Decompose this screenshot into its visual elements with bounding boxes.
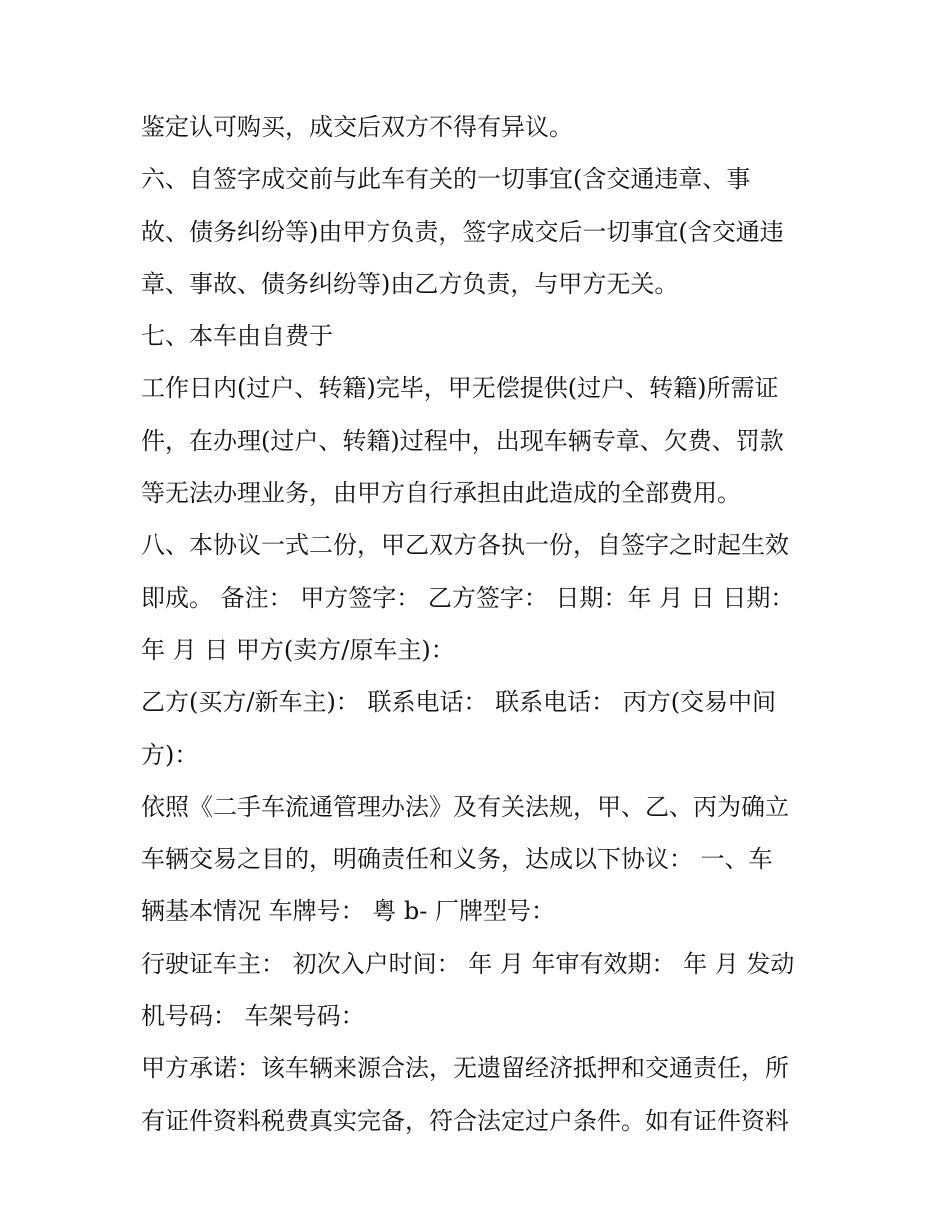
text-line: 八、本协议一式二份，甲乙双方各执一份，自签字之时起生效 — [141, 531, 789, 560]
text-line: 等无法办理业务，由甲方自行承担由此造成的全部费用。 — [141, 479, 741, 508]
text-line: 车辆交易之目的，明确责任和义务，达成以下协议： 一、车 — [141, 845, 773, 874]
text-line: 鉴定认可购买，成交后双方不得有异议。 — [141, 113, 573, 141]
text-line: 机号码： 车架号码： — [141, 1002, 365, 1031]
text-line: 七、本车由自费于 — [141, 322, 333, 351]
text-line: 有证件资料税费真实完备，符合法定过户条件。如有证件资料 — [141, 1106, 789, 1135]
text-line: 件，在办理(过户、转籍)过程中，出现车辆专章、欠费、罚款 — [141, 426, 784, 455]
document-body — [141, 101, 821, 1147]
text-line: 乙方(买方/新车主)： 联系电话： 联系电话： 丙方(交易中间 — [141, 688, 777, 717]
text-line: 工作日内(过户、转籍)完毕，甲无偿提供(过户、转籍)所需证 — [141, 374, 779, 403]
text-line: 章、事故、债务纠纷等)由乙方负责，与甲方无关。 — [141, 269, 679, 298]
text-line: 辆基本情况 车牌号： 粤 b- 厂牌型号： — [141, 897, 555, 926]
text-line: 年 月 日 甲方(卖方/原车主)： — [141, 635, 455, 664]
text-line: 依照《二手车流通管理办法》及有关法规，甲、乙、丙为确立 — [141, 792, 789, 821]
text-line: 方)： — [141, 740, 199, 769]
text-line: 行驶证车主： 初次入户时间： 年 月 年审有效期： 年 月 发动 — [141, 949, 795, 978]
text-line: 甲方承诺：该车辆来源合法，无遗留经济抵押和交通责任，所 — [141, 1054, 789, 1083]
text-line: 六、自签字成交前与此车有关的一切事宜(含交通违章、事 — [141, 165, 751, 194]
text-line: 故、债务纠纷等)由甲方负责，签字成交后一切事宜(含交通违 — [141, 217, 784, 246]
text-line: 即成。 备注： 甲方签字： 乙方签字： 日期：年 月 日 日期： — [141, 583, 795, 612]
